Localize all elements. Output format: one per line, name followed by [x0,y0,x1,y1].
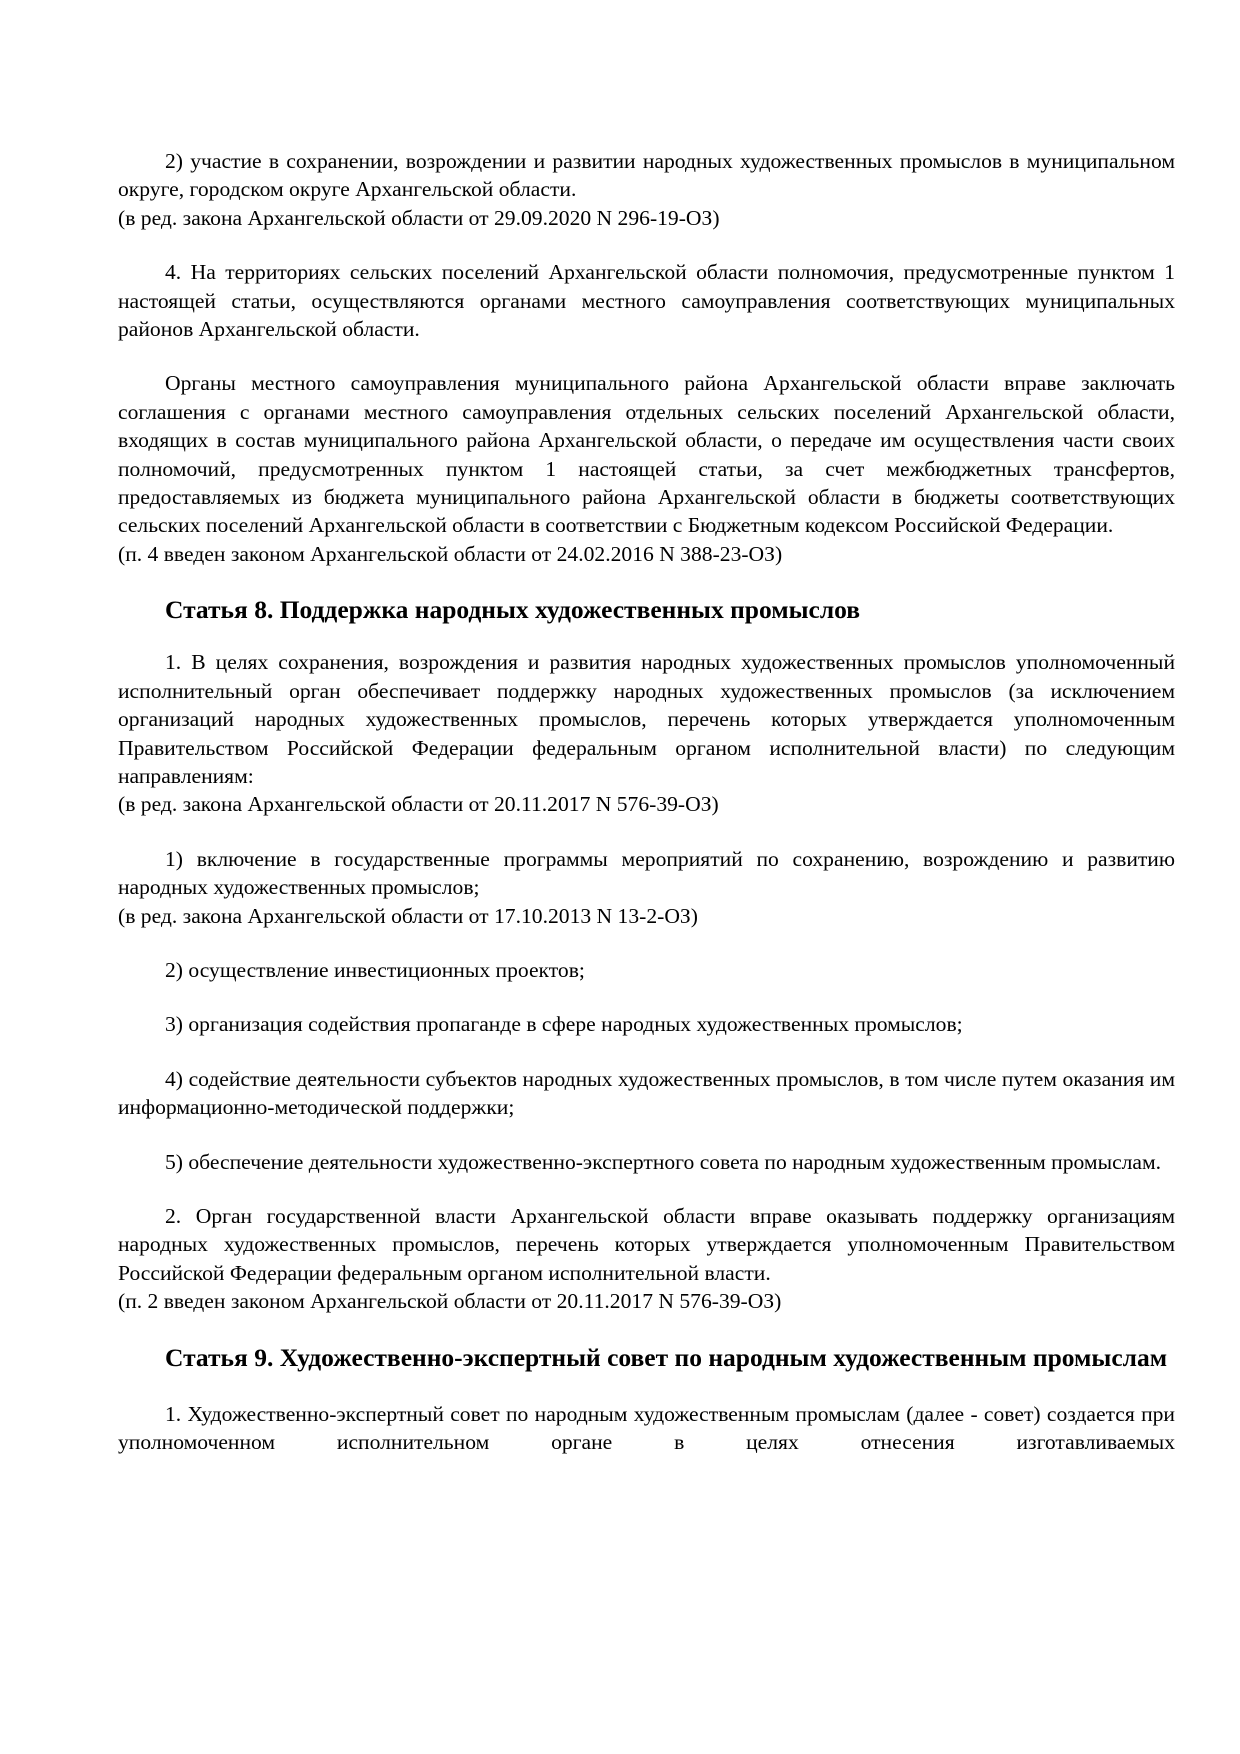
paragraph-text: 2. Орган государственной власти Архангельской области вправе оказывать поддержку организациям народных художественных промыслов, перечень которых утверждается уполномоченным Правительством Российской Федерации федеральным органом исполнительной власти. [118,1203,1175,1285]
paragraph-art8-p1 [118,648,1175,818]
paragraph-text: Органы местного самоуправления муниципального района Архангельской области вправе заключать соглашения с органами местного самоуправления отдельных сельских поселений Архангельской области, входящих в состав муниципального района Архангельской области, о передаче им осуществления части своих полномочий, предусмотренных пунктом 1 настоящей статьи, за счет межбюджетных трансфертов, предоставляемых из бюджета муниципального района Архангельской области в бюджеты соответствующих сельских поселений Архангельской области в соответствии с Бюджетным кодексом Российской Федерации. [118,371,1175,538]
paragraph-art8-p1-item5 [118,1148,1175,1176]
paragraph-text: 4) содействие деятельности субъектов народных художественных промыслов, в том числе путем оказания им информационно-методической поддержки; [118,1066,1175,1120]
paragraph-art7-p3-item2 [118,147,1175,232]
paragraph-art8-p1-item2 [118,956,1175,984]
article-9-heading-block [118,1342,1175,1374]
paragraph-art7-p4 [118,258,1175,343]
amendment-note: (в ред. закона Архангельской области от 20.11.2017 N 576-39-ОЗ) [118,792,719,817]
amendment-note: (в ред. закона Архангельской области от 17.10.2013 N 13-2-ОЗ) [118,903,698,928]
article-9-heading: Статья 9. Художественно-экспертный совет по народным художественным промыслам [165,1342,1168,1372]
article-8-heading-block [118,594,1175,626]
paragraph-art9-p1 [118,1400,1175,1457]
paragraph-art8-p2 [118,1202,1175,1316]
amendment-note: (п. 2 введен законом Архангельской области от 20.11.2017 N 576-39-ОЗ) [118,1289,782,1314]
paragraph-art7-p4-agreements [118,369,1175,568]
paragraph-text: 5) обеспечение деятельности художественно-экспертного совета по народным художественным промыслам. [165,1149,1162,1174]
paragraph-text: 2) осуществление инвестиционных проектов; [165,957,585,982]
paragraph-art8-p1-item3 [118,1010,1175,1038]
amendment-note: (в ред. закона Архангельской области от 29.09.2020 N 296-19-ОЗ) [118,205,720,230]
paragraph-text: 4. На территориях сельских поселений Архангельской области полномочия, предусмотренные пунктом 1 настоящей статьи, осуществляются органами местного самоуправления соответствующих муниципальных районов Архангельской области. [118,260,1175,342]
paragraph-text: 1) включение в государственные программы мероприятий по сохранению, возрождению и развитию народных художественных промыслов; [118,846,1175,900]
amendment-note: (п. 4 введен законом Архангельской области от 24.02.2016 N 388-23-ОЗ) [118,541,783,566]
document-page [118,147,1175,1482]
paragraph-art8-p1-item1 [118,845,1175,930]
article-8-heading: Статья 8. Поддержка народных художественных промыслов [165,595,861,625]
paragraph-text: 1. Художественно-экспертный совет по народным художественным промыслам (далее - совет) создается при уполномоченном исполнительном органе в целях отнесения изготавливаемых [118,1401,1175,1454]
paragraph-text: 3) организация содействия пропаганде в сфере народных художественных промыслов; [165,1012,963,1037]
paragraph-text: 2) участие в сохранении, возрождении и развитии народных художественных промыслов в муниципальном округе, городском округе Архангельской области. [118,149,1175,202]
paragraph-art8-p1-item4 [118,1065,1175,1122]
paragraph-text: 1. В целях сохранения, возрождения и развития народных художественных промыслов уполномоченный исполнительный орган обеспечивает поддержку народных художественных промыслов (за исключением организаций народных художественных промыслов, перечень которых утверждается уполномоченным Правительством Российской Федерации федеральным органом исполнительной власти) по следующим направлениям: [118,650,1175,788]
